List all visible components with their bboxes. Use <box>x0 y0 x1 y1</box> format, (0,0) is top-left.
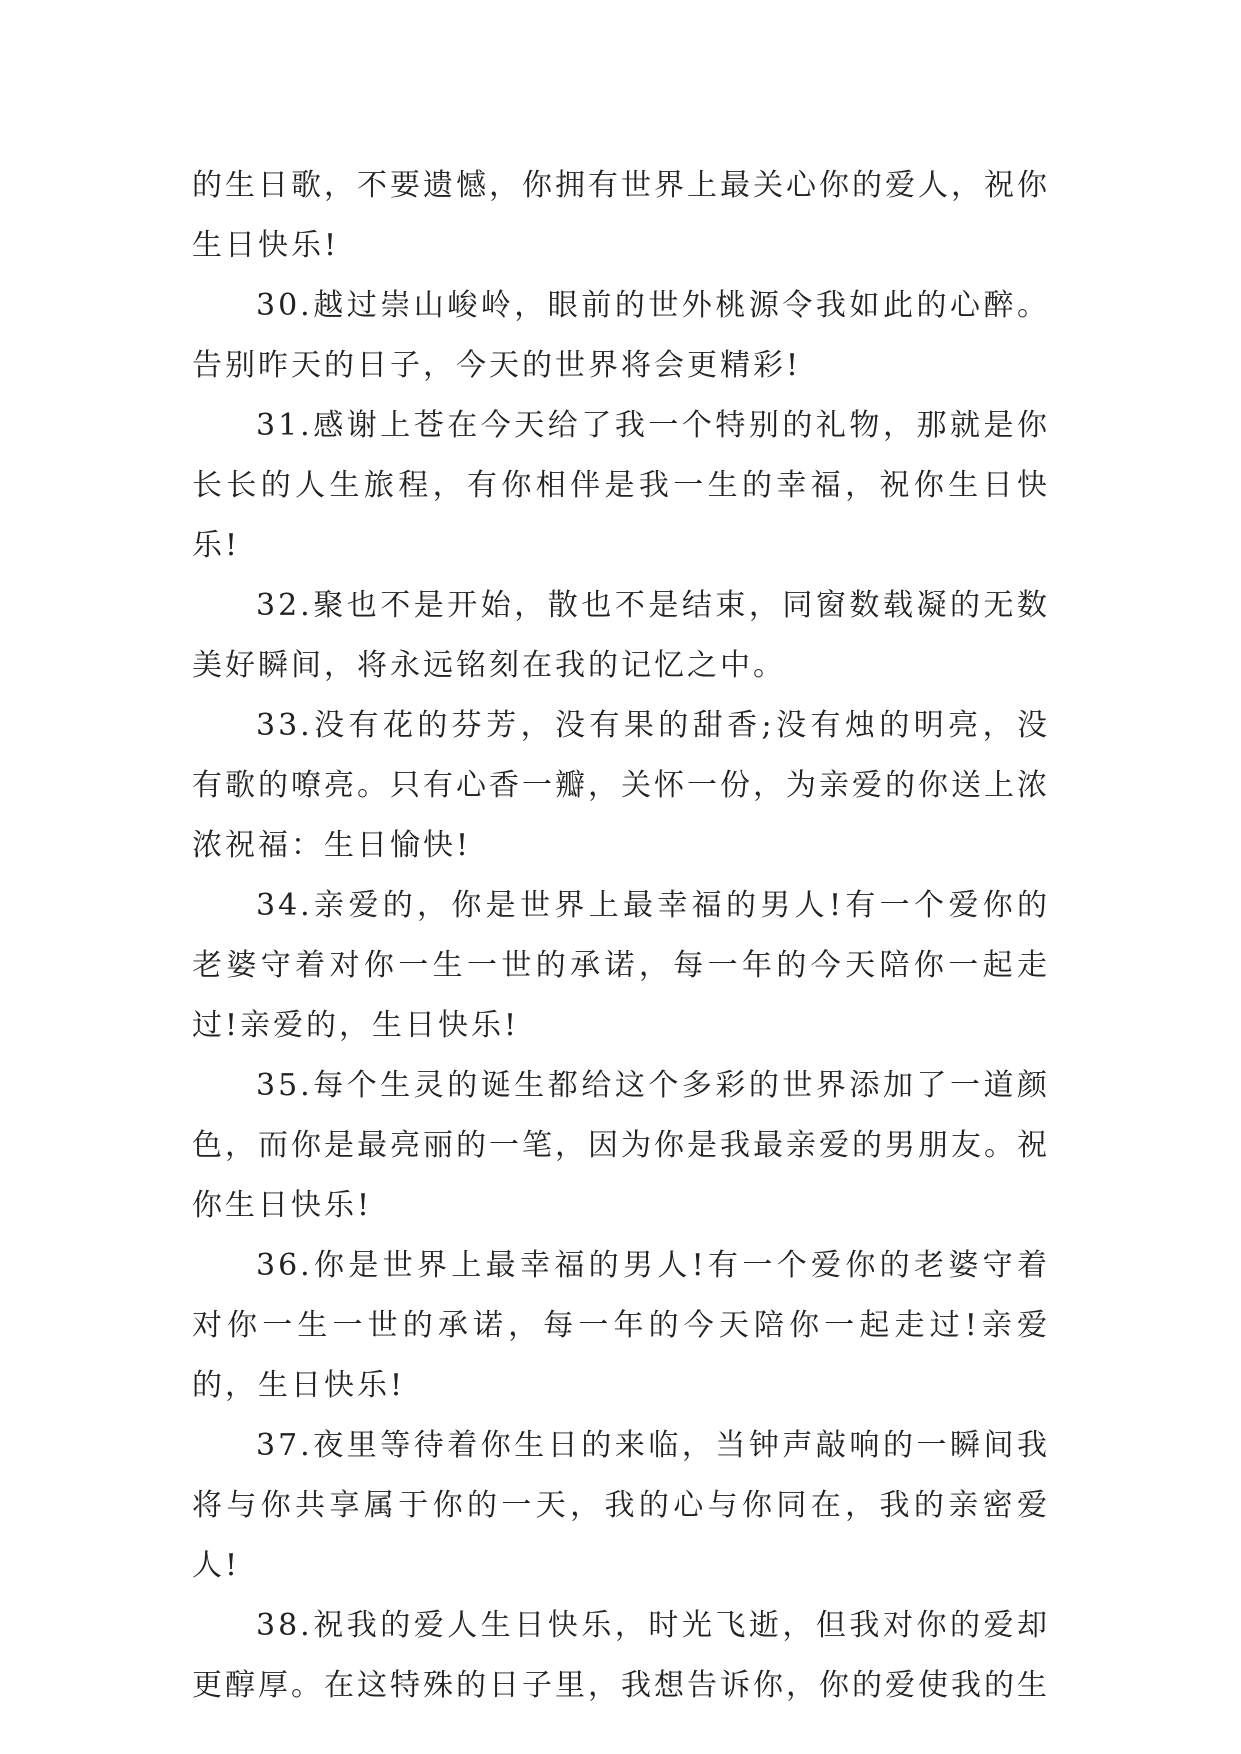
paragraph-32: 32.聚也不是开始，散也不是结束，同窗数载凝的无数美好瞬间，将永远铭刻在我的记忆之中。 <box>192 588 1050 683</box>
paragraph-30: 30.越过崇山峻岭，眼前的世外桃源令我如此的心醉。告别昨天的日子，今天的世界将会更精彩! <box>192 288 1050 383</box>
paragraph-33: 33.没有花的芬芳，没有果的甜香;没有烛的明亮，没有歌的嘹亮。只有心香一瓣，关怀一份，为亲爱的你送上浓浓祝福：生日愉快! <box>192 708 1050 863</box>
paragraph-36: 36.你是世界上最幸福的男人!有一个爱你的老婆守着对你一生一世的承诺，每一年的今天陪你一起走过!亲爱的，生日快乐! <box>192 1248 1050 1403</box>
document-body <box>192 156 1050 1716</box>
paragraph-continuation: 的生日歌，不要遗憾，你拥有世界上最关心你的爱人，祝你生日快乐! <box>192 168 1050 263</box>
paragraph-34: 34.亲爱的，你是世界上最幸福的男人!有一个爱你的老婆守着对你一生一世的承诺，每一年的今天陪你一起走过!亲爱的，生日快乐! <box>192 888 1050 1043</box>
paragraph-35: 35.每个生灵的诞生都给这个多彩的世界添加了一道颜色，而你是最亮丽的一笔，因为你是我最亲爱的男朋友。祝你生日快乐! <box>192 1068 1050 1223</box>
paragraph-37: 37.夜里等待着你生日的来临，当钟声敲响的一瞬间我将与你共享属于你的一天，我的心与你同在，我的亲密爱人! <box>192 1428 1050 1583</box>
paragraph-31: 31.感谢上苍在今天给了我一个特别的礼物，那就是你长长的人生旅程，有你相伴是我一生的幸福，祝你生日快乐! <box>192 408 1050 563</box>
paragraph-38: 38.祝我的爱人生日快乐，时光飞逝，但我对你的爱却更醇厚。在这特殊的日子里，我想告诉你，你的爱使我的生 <box>192 1608 1050 1703</box>
